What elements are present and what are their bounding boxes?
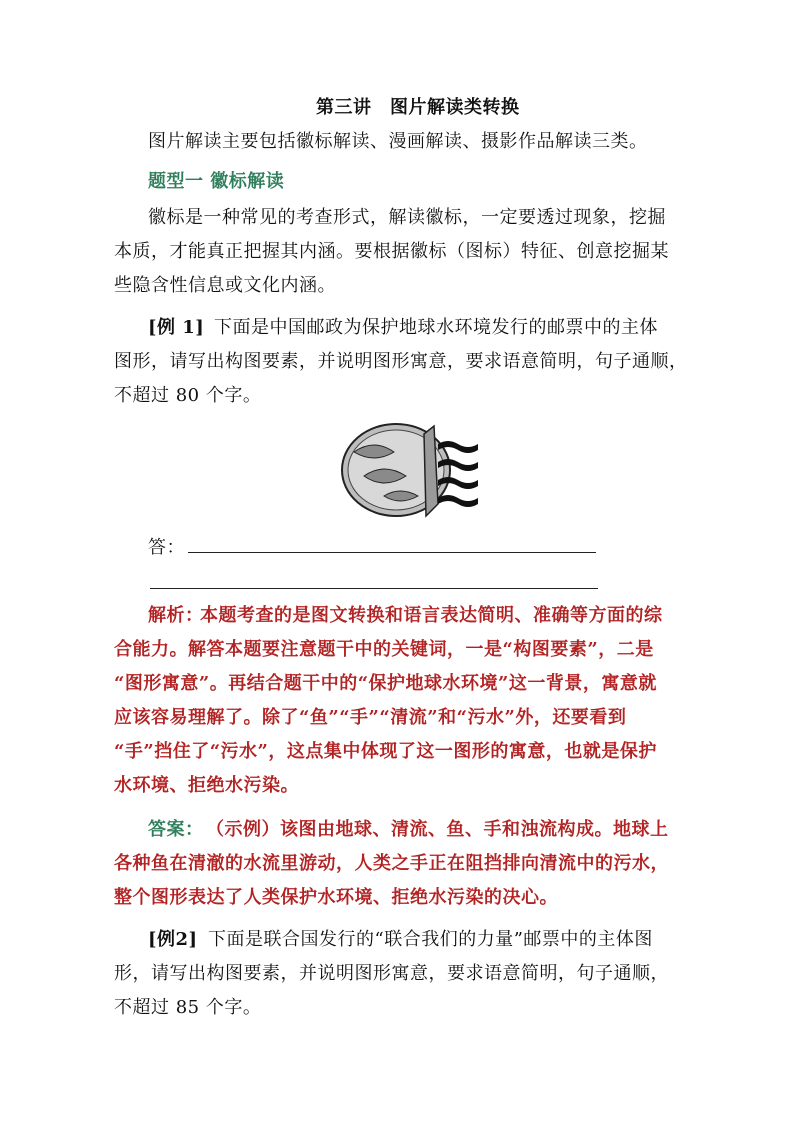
example1-line-3: 不超过 80 个字。 xyxy=(114,385,262,406)
example2-label: [例2] xyxy=(148,929,198,950)
example1-line-1: 下面是中国邮政为保护地球水环境发行的邮票中的主体 xyxy=(214,317,658,338)
analysis-label: 解析： xyxy=(148,605,204,626)
analysis-line-1: 本题考查的是图文转换和语言表达简明、准确等方面的综 xyxy=(200,605,663,626)
analysis-line-2: 合能力。解答本题要注意题干中的关键词，一是“构图要素”，二是 xyxy=(114,639,654,660)
answer-line-1[interactable] xyxy=(188,552,596,553)
example2-line-1: 下面是联合国发行的“联合我们的力量”邮票中的主体图 xyxy=(208,929,653,950)
section-para-3: 些隐含性信息或文化内涵。 xyxy=(114,275,336,296)
example1-line-2: 图形，请写出构图要素，并说明图形寓意，要求语意简明，句子通顺， xyxy=(114,351,688,372)
example2-line-3: 不超过 85 个字。 xyxy=(114,997,262,1018)
answer-line-text-2: 各种鱼在清澈的水流里游动，人类之手正在阻挡排向清流中的污水， xyxy=(114,853,669,874)
example1-label: [例 1] xyxy=(148,317,205,338)
analysis-line-3: “图形寓意”。再结合题干中的“保护地球水环境”这一背景，寓意就 xyxy=(114,673,657,694)
answer-line-text-3: 整个图形表达了人类保护水环境、拒绝水污染的决心。 xyxy=(114,887,558,908)
analysis-line-6: 水环境、拒绝水污染。 xyxy=(114,775,299,796)
example2-line-2: 形，请写出构图要素，并说明图形寓意，要求语意简明，句子通顺， xyxy=(114,963,669,984)
section-heading: 题型一 徽标解读 xyxy=(148,171,285,192)
answer-label: 答案： xyxy=(148,819,204,840)
analysis-line-4: 应该容易理解了。除了“鱼”“手”“清流”和“污水”外，还要看到 xyxy=(114,707,627,728)
answer-line-2[interactable] xyxy=(150,588,598,589)
analysis-line-5: “手”挡住了“污水”，这点集中体现了这一图形的寓意，也就是保护 xyxy=(114,741,657,762)
stamp-illustration xyxy=(334,414,494,526)
page-title: 第三讲 图片解读类转换 xyxy=(316,97,520,118)
section-para-2: 本质，才能真正把握其内涵。要根据徽标（图标）特征、创意挖掘某 xyxy=(114,241,669,262)
intro-text: 图片解读主要包括徽标解读、漫画解读、摄影作品解读三类。 xyxy=(148,131,648,152)
answer-line-text-1: （示例）该图由地球、清流、鱼、手和浊流构成。地球上 xyxy=(206,819,669,840)
answer-prompt: 答： xyxy=(148,537,185,558)
section-para-1: 徽标是一种常见的考查形式，解读徽标，一定要透过现象，挖掘 xyxy=(148,207,666,228)
